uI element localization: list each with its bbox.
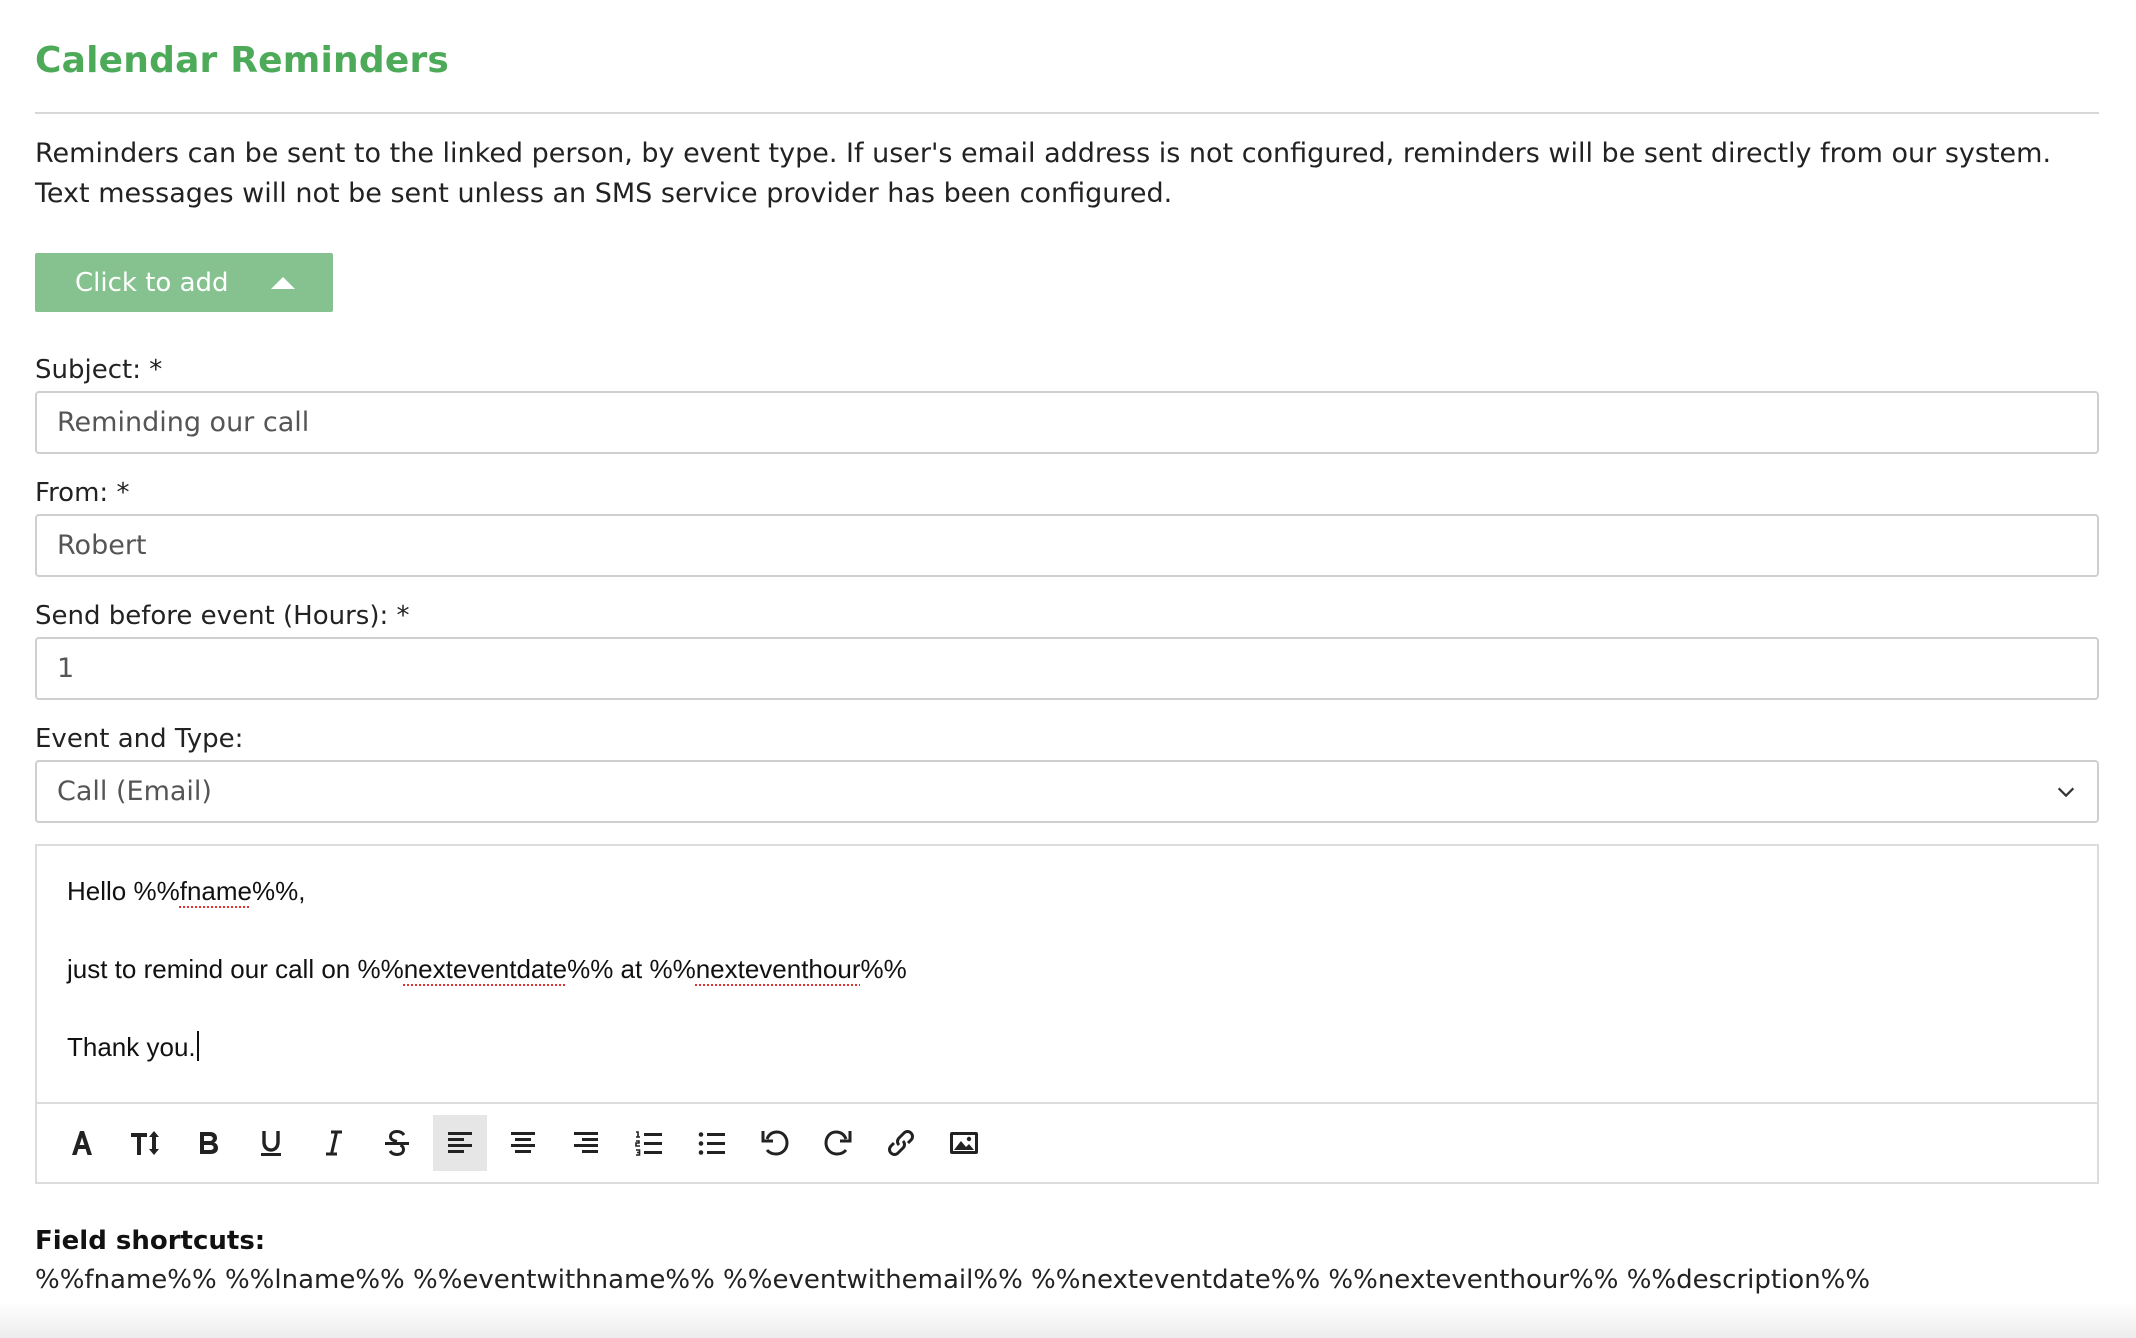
- editor-toolbar: [37, 1102, 2097, 1182]
- text-segment: Hello %%: [67, 876, 180, 906]
- click-to-add-label: Click to add: [75, 267, 229, 298]
- field-shortcuts-title: Field shortcuts:: [35, 1226, 266, 1256]
- ordered-list-icon[interactable]: [622, 1115, 676, 1171]
- text-segment: %% at %%: [567, 954, 696, 984]
- strikethrough-icon[interactable]: [370, 1115, 424, 1171]
- editor-line-closing: [67, 1028, 2067, 1106]
- event-type-select[interactable]: [35, 760, 2099, 823]
- page-title: Calendar Reminders: [35, 40, 450, 81]
- editor-line-body: [67, 950, 2067, 1028]
- undo-icon[interactable]: [748, 1115, 802, 1171]
- spell-error-token: nexteventdate: [403, 954, 568, 984]
- click-to-add-button[interactable]: [35, 253, 333, 312]
- align-left-icon[interactable]: [433, 1115, 487, 1171]
- italic-icon[interactable]: [307, 1115, 361, 1171]
- from-label: From: *: [35, 478, 130, 508]
- send-before-hours-input[interactable]: [35, 637, 2099, 700]
- bottom-shadow: [0, 1302, 2136, 1338]
- title-divider: [35, 112, 2099, 114]
- chevron-down-icon: [2055, 781, 2077, 803]
- align-right-icon[interactable]: [559, 1115, 613, 1171]
- event-type-label: Event and Type:: [35, 724, 244, 754]
- align-center-icon[interactable]: [496, 1115, 550, 1171]
- underline-icon[interactable]: [244, 1115, 298, 1171]
- subject-input[interactable]: [35, 391, 2099, 454]
- text-size-icon[interactable]: [118, 1115, 172, 1171]
- redo-icon[interactable]: [811, 1115, 865, 1171]
- unordered-list-icon[interactable]: [685, 1115, 739, 1171]
- font-icon[interactable]: [55, 1115, 109, 1171]
- text-segment: %%,: [251, 876, 306, 906]
- send-before-label: Send before event (Hours): *: [35, 601, 410, 631]
- event-type-select-box[interactable]: [35, 760, 2099, 823]
- text-cursor: [197, 1031, 199, 1061]
- event-type-selected-value: Call (Email): [57, 776, 212, 807]
- subject-label: Subject: *: [35, 355, 163, 385]
- editor-line-greeting: [67, 872, 2067, 950]
- bold-icon[interactable]: [181, 1115, 235, 1171]
- text-segment: just to remind our call on %%: [67, 954, 404, 984]
- from-input[interactable]: [35, 514, 2099, 577]
- field-shortcuts-list: %%fname%% %%lname%% %%eventwithname%% %%eventwithemail%% %%nexteventdate%% %%nexteventhour%% %%description%%: [35, 1265, 1871, 1295]
- message-editor: [35, 844, 2099, 1184]
- link-icon[interactable]: [874, 1115, 928, 1171]
- editor-content[interactable]: [37, 846, 2097, 1102]
- text-segment: Thank you.: [67, 1032, 196, 1062]
- spell-error-token: fname: [179, 876, 252, 906]
- text-segment: %%: [860, 954, 907, 984]
- spell-error-token: nexteventhour: [695, 954, 861, 984]
- image-icon[interactable]: [937, 1115, 991, 1171]
- caret-up-icon: [271, 277, 295, 289]
- intro-text: Reminders can be sent to the linked person, by event type. If user's email address is not configured, reminders will be sent directly from our system. Text messages will not be sent unless an SMS service provider has been configured.: [35, 138, 2052, 209]
